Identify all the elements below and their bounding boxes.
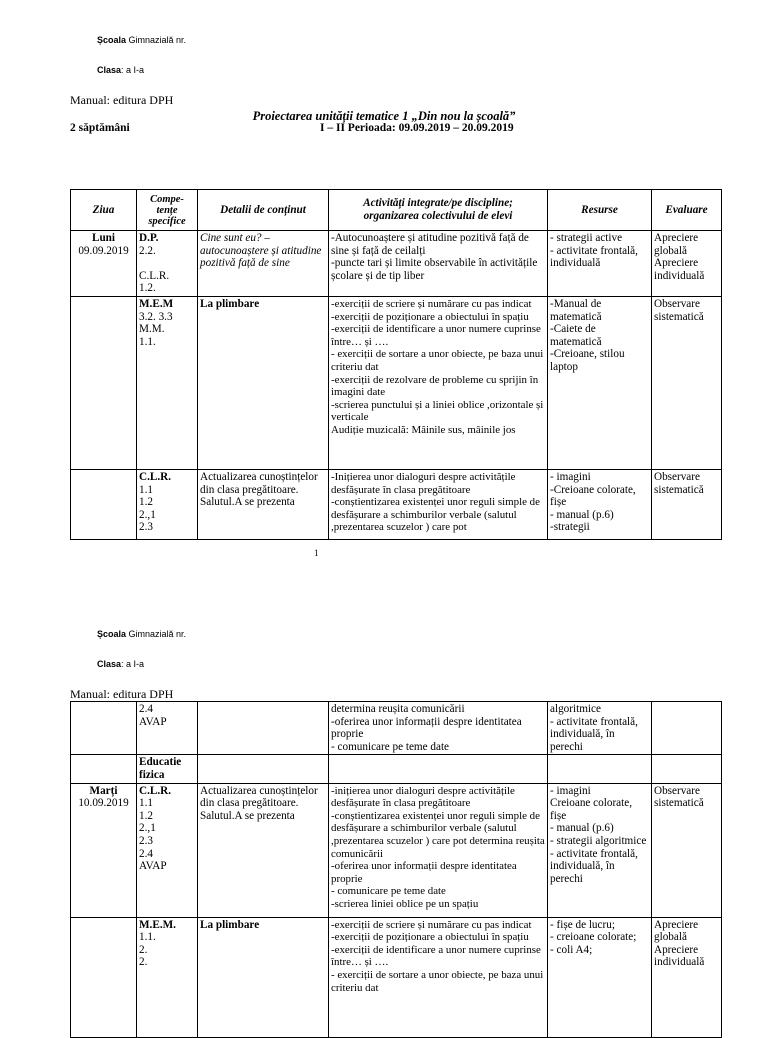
details-cell: Actualizarea cunoștințelor din clasa pregătitoare. Salutul.A se prezenta — [198, 470, 329, 540]
school-line: Școala Gimnazială nr. — [97, 35, 187, 45]
duration: 2 săptămâni — [70, 122, 130, 134]
header-competente: Compe- tențe specifice — [137, 190, 198, 231]
activities-cell: -inițierea unor dialoguri despre activitățile desfășurate în clasa pregătitoare -conștientizarea existenței unor reguli simple de desfășurare a schimburilor verbale (salutul ,prezentarea scuzelor ) care pot determina reușita comunicării -oferirea unor informații despre identitatea proprie - comunicare pe teme date -scrierea liniei oblice pe un spațiu — [329, 783, 548, 917]
header-evaluare: Evaluare — [652, 190, 722, 231]
day-cell — [71, 297, 137, 470]
class-line: Clasa: a I-a — [97, 659, 145, 669]
competence-cell: M.E.M 3.2. 3.3 M.M. 1.1. — [137, 297, 198, 470]
evaluation-cell: Observare sistematică — [652, 470, 722, 540]
evaluation-cell — [652, 755, 722, 783]
table-row — [71, 917, 722, 1037]
table-row — [71, 470, 722, 540]
details-cell: Cine sunt eu? – autocunoaștere și atitudine pozitivă față de sine — [198, 231, 329, 297]
table-header-row — [71, 190, 722, 231]
day-cell — [71, 470, 137, 540]
day-cell: Luni 09.09.2019 — [71, 231, 137, 297]
competence-cell: 2.4 AVAP — [137, 702, 198, 755]
competence-cell: C.L.R. 1.1 1.2 2.,1 2.3 — [137, 470, 198, 540]
school-line: Școala Gimnazială nr. — [97, 629, 187, 639]
resources-cell: - fișe de lucru; - creioane colorate; - coli A4; — [548, 917, 652, 1037]
header-activitati: Activități integrate/pe discipline; organizarea colectivului de elevi — [329, 190, 548, 231]
day-cell: Marți 10.09.2019 — [71, 783, 137, 917]
activities-cell: -exerciții de scriere și numărare cu pas indicat -exerciții de poziționare a obiectului în spațiu -exerciții de identificare a unor numere cuprinse între… și …. - exerciții de sortare a unor obiecte, pe baza unui criteriu dat — [329, 917, 548, 1037]
header-resurse: Resurse — [548, 190, 652, 231]
header-ziua: Ziua — [71, 190, 137, 231]
evaluation-cell — [652, 702, 722, 755]
competence-cell: M.E.M. 1.1. 2. 2. — [137, 917, 198, 1037]
day-cell — [71, 917, 137, 1037]
table-row — [71, 231, 722, 297]
resources-cell: algoritmice - activitate frontală, individuală, în perechi — [548, 702, 652, 755]
competence-cell: D.P. 2.2. C.L.R. 1.2. — [137, 231, 198, 297]
plan-table-page-1 — [70, 189, 722, 540]
header-detalii: Detalii de conținut — [198, 190, 329, 231]
manual-line: Manual: editura DPH — [70, 687, 174, 701]
table-row — [71, 755, 722, 783]
competence-cell: C.L.R. 1.1 1.2 2.,1 2.3 2.4 AVAP — [137, 783, 198, 917]
resources-cell: - imagini Creioane colorate, fișe - manual (p.6) - strategii algoritmice - activitate frontală, individuală, în perechi — [548, 783, 652, 917]
details-cell: Actualizarea cunoștințelor din clasa pregătitoare. Salutul.A se prezenta — [198, 783, 329, 917]
page-number: 1 — [314, 548, 319, 558]
table-row — [71, 702, 722, 755]
resources-cell: - imagini -Creioane colorate, fișe - manual (p.6) -strategii — [548, 470, 652, 540]
resources-cell: - strategii active - activitate frontală, individuală — [548, 231, 652, 297]
details-cell — [198, 702, 329, 755]
day-cell — [71, 755, 137, 783]
class-line: Clasa: a I-a — [97, 65, 145, 75]
table-row — [71, 297, 722, 470]
evaluation-cell: Observare sistematică — [652, 783, 722, 917]
activities-cell: -Inițierea unor dialoguri despre activitățile desfășurate în clasa pregătitoare -conștientizarea existenței unor reguli simple de desfășurare a schimburilor verbale (salutul ,prezentarea scuzelor ) care pot — [329, 470, 548, 540]
competence-cell: Educatie fizica — [137, 755, 198, 783]
manual-line: Manual: editura DPH — [70, 93, 174, 107]
details-cell: La plimbare — [198, 297, 329, 470]
day-cell — [71, 702, 137, 755]
evaluation-cell: Apreciere globală Apreciere individuală — [652, 231, 722, 297]
period: I – II Perioada: 09.09.2019 – 20.09.2019 — [320, 122, 514, 134]
unit-title: Proiectarea unității tematice 1 „Din nou la școală” — [252, 109, 516, 123]
activities-cell: -Autocunoaștere și atitudine pozitivă față de sine și față de ceilalți -puncte tari și limite observabile în activitățile școlare și de tip liber — [329, 231, 548, 297]
document-page-2 — [0, 590, 768, 1024]
activities-cell: -exerciții de scriere și numărare cu pas indicat -exerciții de poziționare a obiectului în spațiu -exerciții de identificare a unor numere cuprinse între… și …. - exerciții de sortare a unor obiecte, pe baza unui criteriu dat -exerciții de rezolvare de probleme cu sprijin în imagini date -scrierea punctului și a liniei oblice ,orizontale și verticale Audiție muzicală: Mâinile sus, mâinile jos — [329, 297, 548, 470]
evaluation-cell: Apreciere globală Apreciere individuală — [652, 917, 722, 1037]
details-cell — [198, 755, 329, 783]
table-row — [71, 783, 722, 917]
activities-cell — [329, 755, 548, 783]
activities-cell: determina reușita comunicării -oferirea unor informații despre identitatea proprie - comunicare pe teme date — [329, 702, 548, 755]
details-cell: La plimbare — [198, 917, 329, 1037]
resources-cell: -Manual de matematică -Caiete de matematică -Creioane, stilou laptop — [548, 297, 652, 470]
plan-table-page-2 — [70, 701, 722, 1038]
resources-cell — [548, 755, 652, 783]
evaluation-cell: Observare sistematică — [652, 297, 722, 470]
